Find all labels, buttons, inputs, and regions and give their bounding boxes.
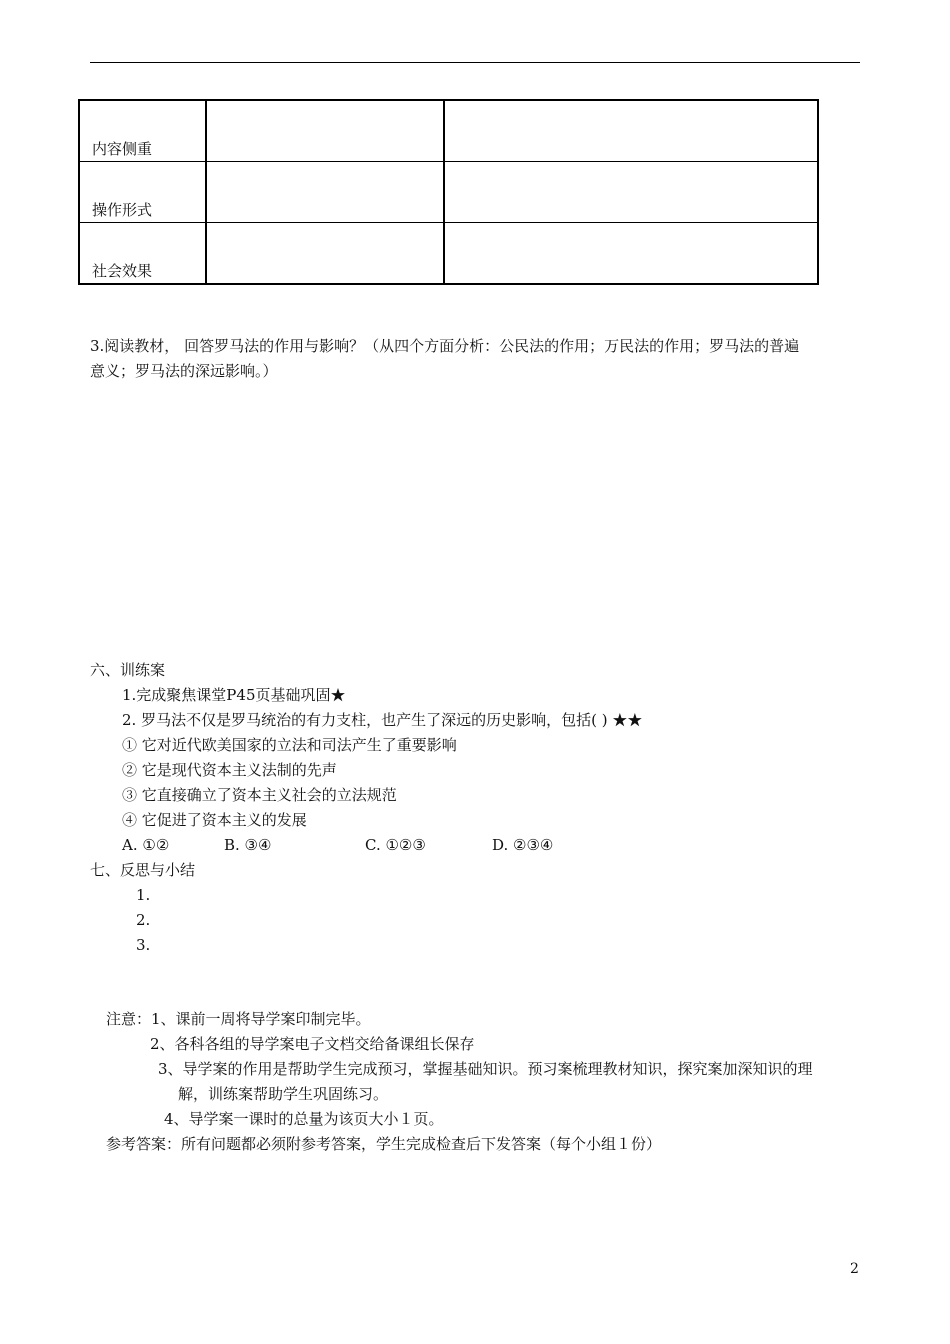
note-3-line1: 3、导学案的作用是帮助学生完成预习，掌握基础知识。预习案梳理教材知识，探究案加深知识的理 [158, 1060, 813, 1078]
note-1: 注意：1、课前一周将导学案印制完毕。 [106, 1010, 371, 1028]
option-3: ③ 它直接确立了资本主义社会的立法规范 [122, 786, 397, 804]
page-number: 2 [850, 1261, 859, 1277]
table-row [79, 100, 818, 162]
option-2: ② 它是现代资本主义法制的先声 [122, 761, 337, 779]
table-row [79, 162, 818, 223]
choice-a: A. ①② [122, 836, 170, 854]
answer-cell [444, 162, 818, 223]
answer-cell [206, 100, 444, 162]
exercise-item-1: 1.完成聚焦课堂P45页基础巩固★ [122, 686, 346, 704]
note-4: 4、导学案一课时的总量为该页大小１页。 [164, 1110, 444, 1128]
row-label: 操作形式 [79, 162, 206, 223]
summary-item-3: 3. [136, 936, 151, 954]
note-2: 2、各科各组的导学案电子文档交给备课组长保存 [150, 1035, 475, 1053]
table-row [79, 223, 818, 285]
comparison-table [78, 99, 819, 285]
row-label: 内容侧重 [79, 100, 206, 162]
section6-title: 六、训练案 [90, 661, 166, 679]
choice-c: C. ①②③ [365, 836, 426, 854]
answer-cell [444, 100, 818, 162]
answer-cell [206, 223, 444, 285]
choice-d: D. ②③④ [492, 836, 554, 854]
answer-cell [444, 223, 818, 285]
option-1: ① 它对近代欧美国家的立法和司法产生了重要影响 [122, 736, 457, 754]
exercise-item-2: 2. 罗马法不仅是罗马统治的有力支柱，也产生了深远的历史影响，包括( ) ★★ [122, 711, 643, 729]
question3-line1: 3.阅读教材， 回答罗马法的作用与影响？（从四个方面分析：公民法的作用；万民法的作用；罗马法的普遍 [90, 337, 800, 355]
summary-item-2: 2. [136, 911, 151, 929]
header-rule [90, 62, 860, 63]
note-3-line2: 解，训练案帮助学生巩固练习。 [178, 1085, 389, 1103]
row-label: 社会效果 [79, 223, 206, 285]
reference-answer-note: 参考答案：所有问题都必须附参考答案，学生完成检查后下发答案（每个小组１份） [106, 1135, 662, 1153]
section7-title: 七、反思与小结 [90, 861, 196, 879]
question3-line2: 意义；罗马法的深远影响。） [90, 362, 278, 380]
summary-item-1: 1. [136, 886, 151, 904]
answer-cell [206, 162, 444, 223]
option-4: ④ 它促进了资本主义的发展 [122, 811, 307, 829]
choice-b: B. ③④ [224, 836, 272, 854]
